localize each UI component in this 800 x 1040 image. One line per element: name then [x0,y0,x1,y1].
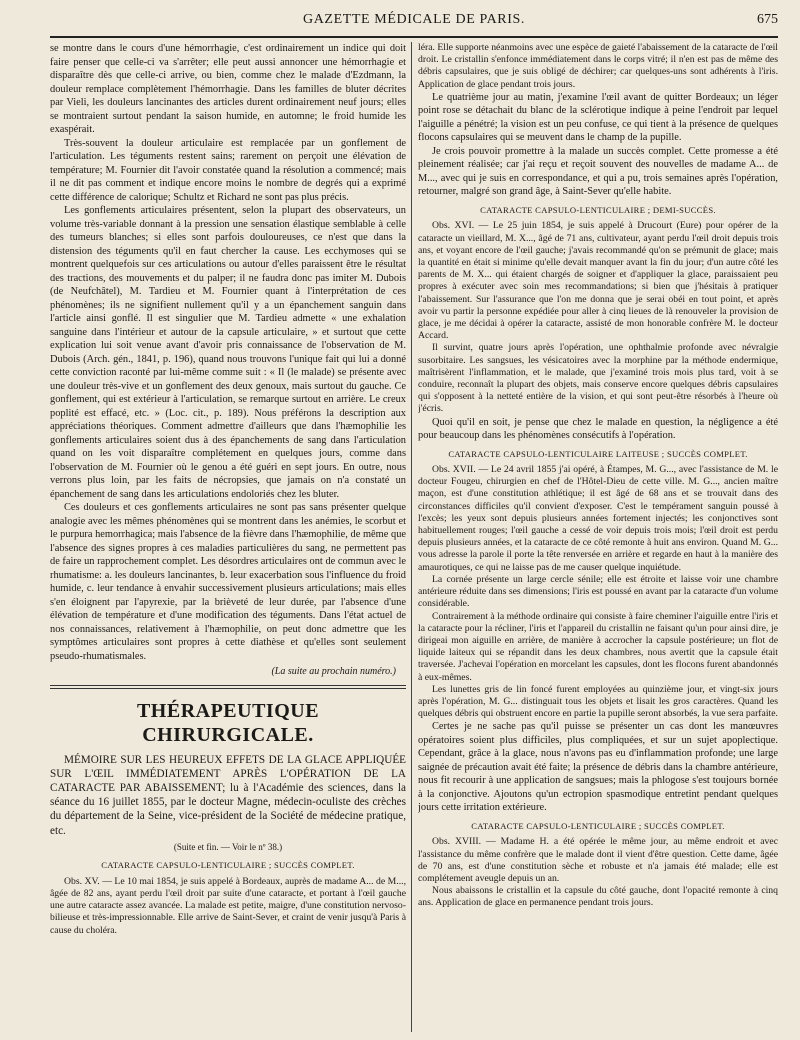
memoire-title: MÉMOIRE SUR LES HEUREUX EFFETS DE LA GLACE APPLIQUÉE SUR L'ŒIL IMMÉDIATEMENT APRÈS L'OPÉRATION DE LA CATARACTE PAR ABAISSEMENT; lu à l'Académie des sciences, dans la séance du 16 juillet 1855, par le docteur Magne, médecin-oculiste des crèches du département de la Seine, vice-président de la Société de médecine pratique, etc. [50,753,406,837]
paragraph: Ces douleurs et ces gonflements articulaires ne sont pas sans présenter quelque analogie avec les mêmes phénomènes qui se montrent dans les anémies, le scorbut et le purpura hemorrhagica; mais l'absence de la fièvre dans l'hæmophilie, de même que l'absence des signes propres à ces maladies particulières du sang, ne permettent pas de faire un rapprochement complet. Les désordres articulaires ont de commun avec le rhumatisme: a. les douleurs lancinantes, b. leur exacerbation sous l'influence du froid humide, c. leur tendance à envahir successivement plusieurs articulations; mais elles s'en éloignent par l'apyrexie, par la brièveté de leur durée, par l'absence d'une élévation de température et d'une modification des téguments. Dans l'état actuel de nos connaissances, relativement à l'hæmophilie, on peut donc admettre que les symptômes articulaires sont propres à cette diathèse et qu'elles sont seulement pseudo-rhumatismales. [50,502,406,662]
paragraph: se montre dans le cours d'une hémorrhagie, c'est ordinairement un indice qui doit faire penser que celle-ci va s'arrêter; elle peut aussi annoncer une hémorrhagie et disparaître dès que celle-ci arrive, ou bien, comme chez le malade d'Ezdmann, la douleur remplace complètement l'hémorrhagie. Dans les familles de bluter décrites par Vieli, les douleurs lancinantes des articles durent ordinairement neuf jours; elles se montraient surtout pendant la saison humide, en automne; le froid humide les exaspérait. [50,43,406,135]
section-divider [50,685,406,689]
left-column [50,42,406,1032]
observation-heading: CATARACTE CAPSULO-LENTICULAIRE ; SUCCÈS COMPLET. [101,860,355,871]
observation-text: Les lunettes gris de lin foncé furent employées au quinzième jour, et vingt-six jours après l'opération, M. G... distinguait tous les objets et lisait les gros caractères. Quand les quelques débris qui obstruent encore en partie la pupille seront absorbés, la vue sera parfaite. [418,683,778,720]
observation-heading: CATARACTE CAPSULO-LENTICULAIRE ; DEMI-SUCCÈS. [480,204,716,215]
observation-text: Obs. XVII. — Le 24 avril 1855 j'ai opéré, à Étampes, M. G..., avec l'assistance de M. le docteur Fougeu, chirurgien en chef de l'Hôtel-Dieu de cette ville. M. G..., ancien maître maçon, est d'une constitution athlétique; il est âgé de 68 ans et se trouvait dans des circonstances difficiles qu'il convient d'exposer. C'est le tempérament sanguin poussé à l'excès; les yeux sont depuis plusieurs années fortement injectés; les conjonctives sont habituellement rouges; l'œil gauche a cessé de voir depuis trois mois; l'œil droit est perdu depuis plusieurs années, et la cataracte de ce côté remonte à huit ans environ. Quand M. G... vous adresse la parole il porte la tête renversée en arrière et regarde en haut à la manière des amaurotiques, ce qui ne laisse pas de me causer quelque inquiétude. [418,464,778,573]
continued-note: (La suite au prochain numéro.) [271,666,396,677]
observation-heading: CATARACTE CAPSULO-LENTICULAIRE ; SUCCÈS COMPLET. [471,820,725,831]
page-header [50,10,778,38]
observation-text: Obs. XV. — Le 10 mai 1854, je suis appelé à Bordeaux, auprès de madame A... de M..., âgée de 82 ans, ayant perdu l'œil droit par suite d'une cataracte, et portant à l'œil gauche une autre cataracte assez avancée. La malade est petite, maigre, d'une constitution nervoso-bilieuse et très-impressionnable. Elle arrive de Saint-Sever, et craint de venir jusqu'à Paris à cause du choléra. [50,875,406,936]
observation-text: Obs. XVI. — Le 25 juin 1854, je suis appelé à Drucourt (Eure) pour opérer de la cataracte un vieillard, M. X..., âgé de 71 ans, cultivateur, ayant perdu l'œil droit depuis trois ans, et voyant encore de l'œil gauche; j'avais recommandé qu'on se prémunit de glace; mais la quantité en était si minime qu'elle devait manquer avant la fin du jour; d'un autre côté les parents de M. X... qui étaient chargés de soigner et d'appliquer la glace, paraissaient peu propres à exécuter avec soin mes recommandations; si bien que j'hésitais à pratiquer l'abaissement. Sur l'assurance que l'on me donna que je serai obéi en tout point, et après avoir vu partir la personne expédiée pour aller à cinq lieues de là renouveler la provision de glace, je me décidai à opérer la cataracte, assisté de mon honorable confrère M. le docteur Accard. [418,220,778,342]
suite-note: (Suite et fin. — Voir le nº 38.) [173,841,283,852]
observation-text: Contrairement à la méthode ordinaire qui consiste à faire cheminer l'aiguille entre l'iris et la cataracte pour la récliner, l'iris et l'appareil du cristallin ne faisant qu'un pour ainsi dire, je dirigeai mon aiguille en arrière, de manière à accrocher la capsule postérieure; un flot de liquide laiteux qui se répandit dans les deux chambres, nous avertit que la capsule était traversée. J'achevai l'opération en morcelant les capsules, dont les flocons furent abandonnés à eux-mêmes. [418,610,778,683]
journal-title: GAZETTE MÉDICALE DE PARIS. [303,12,525,27]
paragraph: Je crois pouvoir promettre à la malade un succès complet. Cette promesse a été pleinement réalisée; car j'ai reçu et reçoit souvent des nouvelles de madame A... de M..., avec qui je suis en correspondance, et qui a pu, trois semaines après l'opération, retourner, malgré son grand âge, à Saint-Sever qu'elle habite. [418,145,778,198]
paragraph: Le quatrième jour au matin, j'examine l'œil avant de quitter Bordeaux; un léger point rose se détachait du blanc de la sclérotique indique à peine l'endroit par lequel l'aiguille a pénétré; la vision est un peu confuse, ce qui tient à la présence de quelques flocons capsulaires qui se meuvent dans le champ de la pupille. [418,91,778,144]
observation-text: Obs. XVIII. — Madame H. a été opérée le même jour, au même endroit et avec l'assistance du même confrère que le malade dont il vient d'être question. Cette dame, âgée de 70 ans, est d'une constitution sèche et robuste et n'a jamais été malade; elle est complétement aveugle depuis un an. [418,836,778,884]
right-column [418,42,778,1032]
page-number: 675 [757,12,778,27]
paragraph: Certes je ne sache pas qu'il puisse se présenter un cas dont les manœuvres opératoires soient plus difficiles, plus compliquées, et sur un sujet apoplectique. Cependant, grâce à la glace, nous n'avons pas eu d'inflammation profonde; une large saignée de précaution avait été faite; la présence de débris dans la chambre antérieure, nous fit recourir à une application de sangsues; mais la phlogose s'est toujours bornée à la conjonctive. Ajoutons qu'un ectropion spasmodique entretint pendant quelques jours cette irritation extérieure. [418,721,778,814]
paragraph: Très-souvent la douleur articulaire est remplacée par un gonflement de l'articulation. Les téguments restent sains; rarement on perçoit une élévation de température; M. Fournier dit l'avoir constatée quand la résolution a commencé; mais il ne dit pas comment et indique encore moins le nombre de degrés qui a exprimé cette différence de calorique; Schultz et Richard ne sont pas plus précis. [50,137,406,203]
observation-heading: CATARACTE CAPSULO-LENTICULAIRE LAITEUSE ; SUCCÈS COMPLET. [448,448,748,459]
observation-text: La cornée présente un large cercle sénile; elle est étroite et laisse voir une chambre antérieure réduite dans ses dimensions; l'iris est poussé en avant par la cataracte d'un volume considérable. [418,573,778,610]
section-title: THÉRAPEUTIQUE CHIRURGICALE. [136,699,320,746]
column-divider [411,42,412,1032]
paragraph: Les gonflements articulaires présentent, selon la plupart des observateurs, un volume très-variable donnant à la pression une sensation élastique semblable à celle des tumeurs blanches; si elles sont parfois douloureuses, ce n'est que dans la distension des téguments qu'il en faut chercher la cause. Les ecchymoses qui se montrent quelquefois sur ces articulations ou autour d'elles paraissent être le résultat des tractions, des mouvements et du palper; il ne faudra donc pas imiter M. Dubois (de Neufchâtel), M. Tardieu et M. Fournier quant à l'interprétation de ces phénomènes; ils ne signifient nullement qu'il y a un épanchement sanguin dans l'article ainsi gonflé. Il est singulier que M. Tardieu admette « une exhalation sanguine dans l'intérieur et autour de la capsule articulaire, » et surtout que cette explication lui soit venue avant d'avoir pris connaissance de l'observation de M. Dubois (Arch. gén., 1841, p. 196), quand nous trouvons l'unique fait qui lui a donné cette conviction raconté par lui-même comme suit : « Il (le malade) se présente avec une douleur très-vive et un gonflement des deux genoux, mais surtout du gauche. Ce gonflement, qui est extérieur à l'articulation, se remarque surtout en arrière. Le creux poplité est effacé, etc. » (Loc. cit., p. 189). Nous préférons la description aux appréciations théoriques. Comment admettre d'ailleurs que dans l'hæmophilie les gonflements articulaires soient dus à des épanchements de sang dans l'articulation quand on les voit disparaître complétement en quelques jours, comme dans l'observation de M. Fournier où le genou a été guéri en sept jours. En outre, nous verrons plus loin, par les faits de nécropsies, que jamais on n'a constaté un épanchement de sang dans les articulations endoloriés chez les bluter. [50,205,406,500]
paragraph: Quoi qu'il en soit, je pense que chez le malade en question, la négligence a été pour beaucoup dans les phénomènes consécutifs à l'opération. [418,416,778,442]
observation-text: léra. Elle supporte néanmoins avec une espèce de gaieté l'abaissement de la cataracte de l'œil droit. Le cristallin s'enfonce immédiatement dans le corps vitré; il n'en est pas de même des débris capsulaires, que je suis obligé de déchirer; car quelques-uns sont adhérents à l'iris. Application de glace pendant trois jours. [418,42,778,90]
observation-text: Nous abaissons le cristallin et la capsule du côté gauche, dont l'opacité remonte à cinq ans. Application de glace en permanence pendant trois jours. [418,885,778,909]
observation-text: Il survint, quatre jours après l'opération, une ophthalmie profonde avec névralgie susorbitaire. Les sangsues, les vésicatoires avec la morphine par la méthode endermique, maîtrisèrent l'inflammation, et le malade, que j'examiné trois mois plus tard, voit à se conduire, reconnaît la plupart des objets, mais conserve encore quelques débris capsulaires qui s'opposent à la netteté entière de la vision, et qui sont peut-être résorbés à l'heure où j'écris. [418,342,778,415]
